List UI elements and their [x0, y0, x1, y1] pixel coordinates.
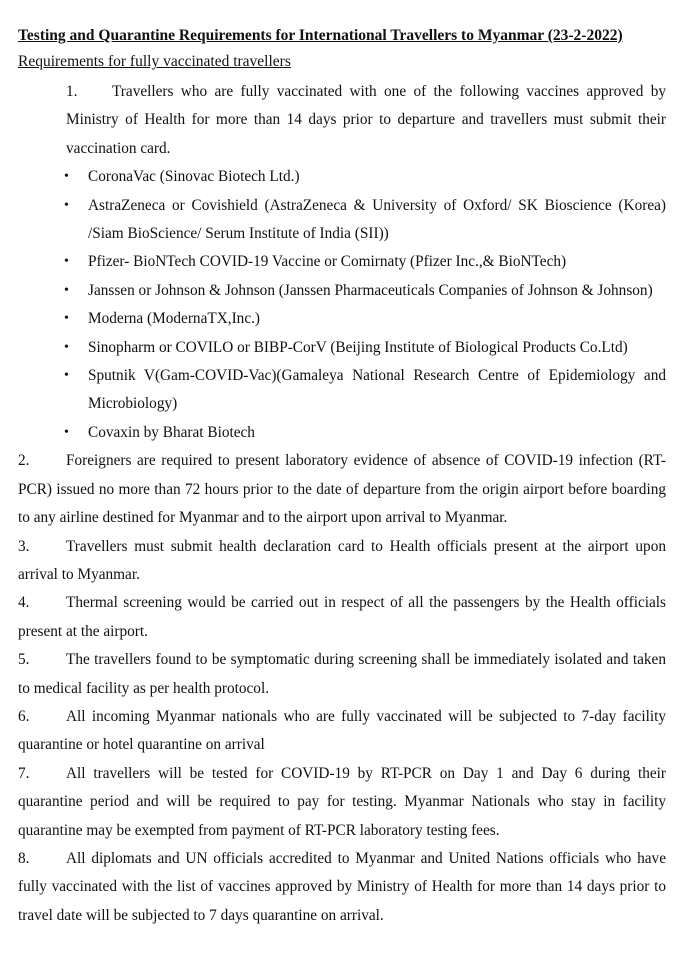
- bullet-icon: •: [64, 282, 69, 298]
- requirement-number: 3.: [18, 537, 30, 555]
- vaccine-list-item: [66, 163, 666, 191]
- requirement-item: [18, 845, 666, 930]
- bullet-icon: •: [64, 339, 69, 355]
- requirement-text: The travellers found to be symptomatic during screening shall be immediately isolated and taken to medical facility as per health protocol.: [18, 651, 666, 697]
- requirement-number: 6.: [18, 707, 30, 725]
- bullet-icon: •: [64, 424, 69, 440]
- requirement-number: 4.: [18, 594, 30, 612]
- bullet-icon: •: [64, 254, 69, 270]
- vaccine-name: Pfizer- BioNTech COVID-19 Vaccine or Comirnaty (Pfizer Inc.,& BioNTech): [88, 253, 567, 271]
- bullet-icon: •: [64, 169, 69, 185]
- vaccine-list-item: [66, 419, 666, 447]
- vaccine-list-item: [66, 277, 666, 305]
- bullet-icon: •: [64, 368, 69, 384]
- requirement-text: Travellers who are fully vaccinated with one of the following vaccines approved by Ministry of Health for more than 14 days prior to departure and travellers must submit their vaccination card.: [66, 83, 666, 157]
- requirement-item: [18, 703, 666, 760]
- vaccine-list-item: [66, 334, 666, 362]
- vaccine-name: AstraZeneca or Covishield (AstraZeneca & University of Oxford/ SK Bioscience (Korea) /Siam BioScience/ Serum Institute of India (SII)): [88, 196, 666, 243]
- vaccine-name: Moderna (ModernaTX,Inc.): [88, 310, 261, 328]
- requirement-item: [18, 646, 666, 703]
- requirement-text: All travellers will be tested for COVID-19 by RT-PCR on Day 1 and Day 6 during their quarantine period and will be required to pay for testing. Myanmar Nationals who stay in facility quarantine may be exempted from payment of RT-PCR laboratory testing fees.: [18, 764, 666, 839]
- requirement-text: Foreigners are required to present laboratory evidence of absence of COVID-19 infection (RT-PCR) issued no more than 72 hours prior to the date of departure from the origin airport before boarding to any airline destined for Myanmar and to the airport upon arrival to Myanmar.: [18, 452, 666, 527]
- document-subtitle: Requirements for fully vaccinated travellers: [18, 53, 291, 70]
- bullet-icon: •: [64, 311, 69, 327]
- requirement-item: [18, 589, 666, 646]
- requirement-number: 7.: [18, 764, 30, 782]
- requirement-item: [18, 760, 666, 845]
- requirement-number: 2.: [18, 452, 30, 470]
- vaccine-list-item: [66, 362, 666, 419]
- requirement-text: All diplomats and UN officials accredited to Myanmar and United Nations officials who have fully vaccinated with the list of vaccines approved by Ministry of Health for more than 14 days prior to travel date will be subjected to 7 days quarantine on arrival.: [18, 849, 666, 924]
- vaccine-name: Covaxin by Bharat Biotech: [88, 423, 255, 441]
- requirement-number: 8.: [18, 849, 30, 867]
- requirement-number: 5.: [18, 651, 30, 669]
- requirement-item: [18, 533, 666, 590]
- vaccine-name: Sinopharm or COVILO or BIBP-CorV (Beijing Institute of Biological Products Co.Ltd): [88, 338, 628, 356]
- vaccine-list: [66, 163, 666, 447]
- vaccine-list-item: [66, 192, 666, 249]
- vaccine-list-item: [66, 248, 666, 276]
- bullet-icon: •: [64, 197, 69, 213]
- vaccine-list-item: [66, 305, 666, 333]
- vaccine-name: Sputnik V(Gam-COVID-Vac)(Gamaleya National Research Centre of Epidemiology and Microbiology): [88, 367, 666, 413]
- requirement-number: 1.: [66, 83, 78, 100]
- vaccine-name: Janssen or Johnson & Johnson (Janssen Pharmaceuticals Companies of Johnson & Johnson): [88, 281, 653, 299]
- requirement-text: All incoming Myanmar nationals who are fully vaccinated will be subjected to 7-day facility quarantine or hotel quarantine on arrival: [18, 707, 666, 754]
- requirement-item: [66, 78, 666, 163]
- requirement-text: Travellers must submit health declaration card to Health officials present at the airport upon arrival to Myanmar.: [18, 537, 666, 583]
- document-title: Testing and Quarantine Requirements for International Travellers to Myanmar (23-2-2022): [18, 27, 623, 44]
- document-body: [18, 78, 666, 930]
- requirement-item: [18, 447, 666, 532]
- vaccine-name: CoronaVac (Sinovac Biotech Ltd.): [88, 168, 300, 186]
- requirement-text: Thermal screening would be carried out in respect of all the passengers by the Health officials present at the airport.: [18, 594, 666, 640]
